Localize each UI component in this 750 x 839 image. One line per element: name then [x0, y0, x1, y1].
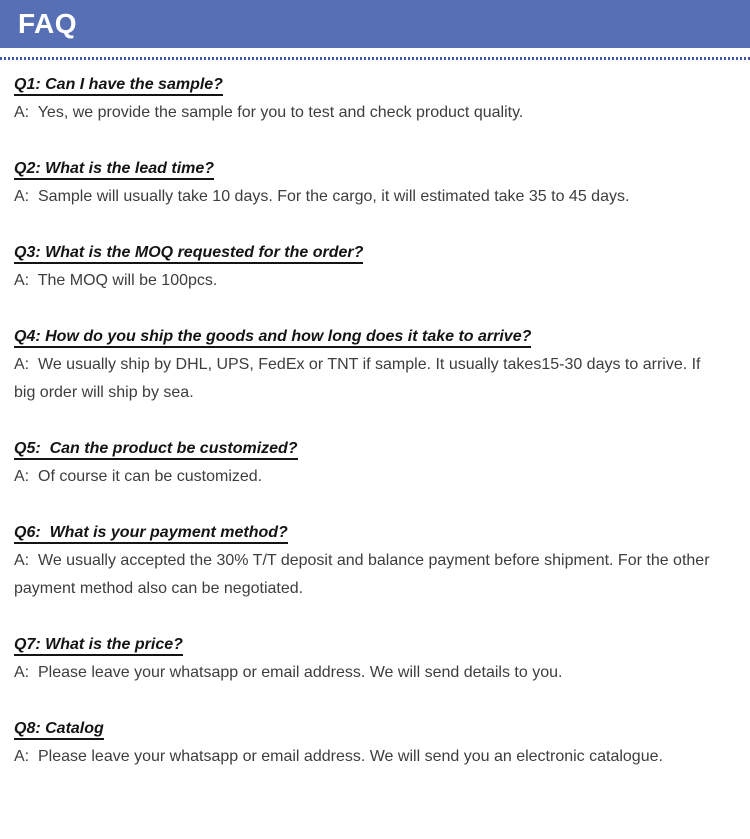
faq-question	[14, 71, 720, 99]
faq-question	[14, 519, 720, 547]
faq-answer: A: Sample will usually take 10 days. For the cargo, it will estimated take 35 to 45 days.	[14, 188, 630, 205]
faq-answer: A: The MOQ will be 100pcs.	[14, 272, 218, 289]
faq-item	[14, 71, 720, 127]
faq-question-text: Q3: What is the MOQ requested for the order?	[14, 244, 363, 264]
faq-question	[14, 239, 720, 267]
page-title: FAQ	[18, 8, 78, 39]
faq-question	[14, 435, 720, 463]
faq-question-text: Q1: Can I have the sample?	[14, 76, 223, 96]
faq-item	[14, 715, 720, 771]
faq-item	[14, 435, 720, 491]
faq-question	[14, 631, 720, 659]
section-header-bar	[0, 0, 750, 48]
faq-item	[14, 323, 720, 407]
faq-answer: A: We usually accepted the 30% T/T deposit and balance payment before shipment. For the other payment method also can be negotiated.	[14, 552, 714, 597]
faq-answer: A: Please leave your whatsapp or email address. We will send you an electronic catalogue.	[14, 748, 663, 765]
faq-answer: A: Yes, we provide the sample for you to test and check product quality.	[14, 104, 524, 121]
faq-item	[14, 519, 720, 603]
faq-question-text: Q8: Catalog	[14, 720, 104, 740]
faq-question-text: Q6: What is your payment method?	[14, 524, 288, 544]
faq-question-text: Q7: What is the price?	[14, 636, 183, 656]
faq-question-text: Q5: Can the product be customized?	[14, 440, 298, 460]
faq-question	[14, 155, 720, 183]
faq-answer: A: Please leave your whatsapp or email address. We will send details to you.	[14, 664, 563, 681]
faq-question-text: Q4: How do you ship the goods and how long does it take to arrive?	[14, 328, 531, 348]
faq-item	[14, 239, 720, 295]
faq-question	[14, 323, 720, 351]
faq-item	[14, 631, 720, 687]
faq-answer: A: We usually ship by DHL, UPS, FedEx or TNT if sample. It usually takes15-30 days to arrive. If big order will ship by sea.	[14, 356, 705, 401]
faq-question	[14, 715, 720, 743]
faq-item	[14, 155, 720, 211]
faq-answer: A: Of course it can be customized.	[14, 468, 263, 485]
faq-list	[0, 60, 750, 839]
faq-question-text: Q2: What is the lead time?	[14, 160, 214, 180]
